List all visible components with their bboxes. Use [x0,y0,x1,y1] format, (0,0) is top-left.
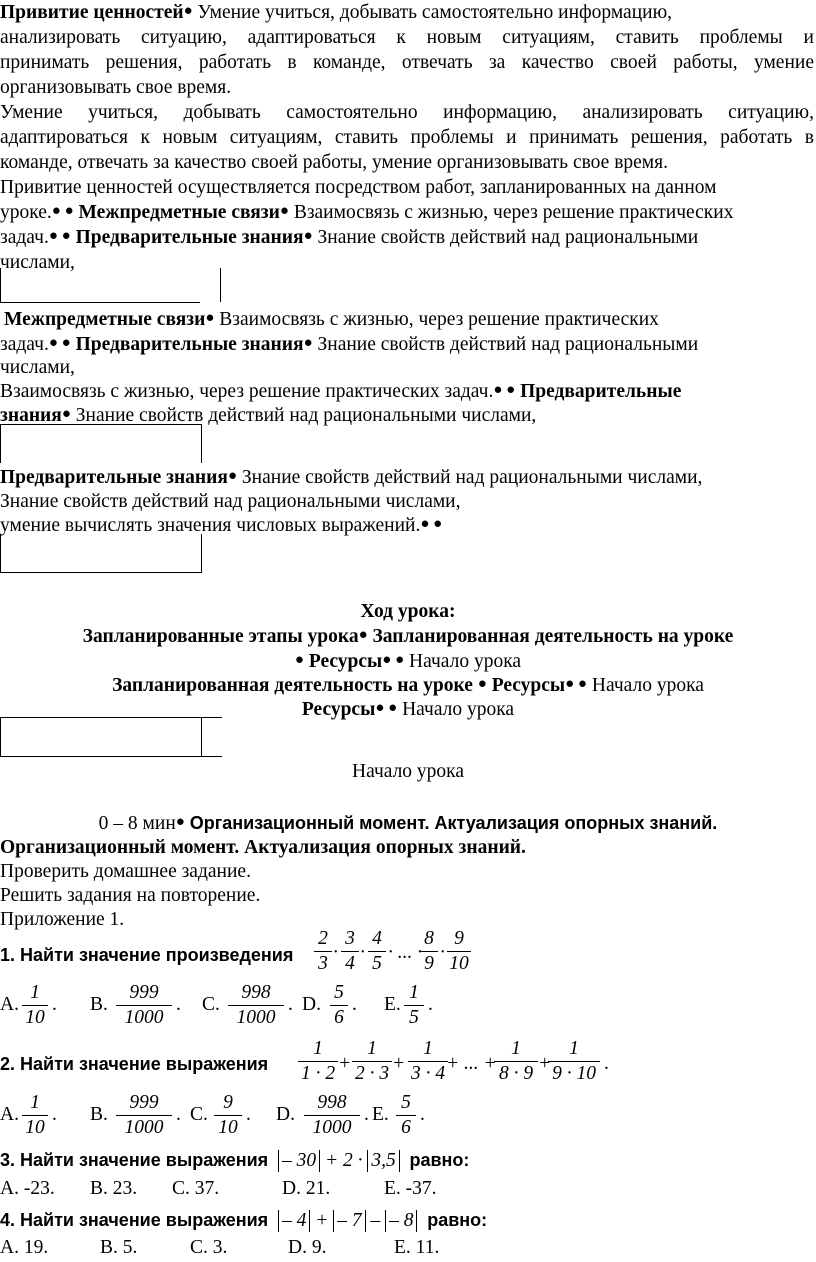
abs-value: – 7 [333,1210,365,1232]
operator: E. [372,1104,389,1125]
hod-row2: ● Ресурсы● ● Начало урока [294,651,522,672]
fraction [330,982,348,1029]
operator: A. [0,994,19,1015]
fraction-bar [548,1061,600,1062]
denominator: 9 [424,953,434,974]
fraction [214,1092,242,1139]
numerator: 1 [30,982,40,1003]
stage-text1: Проверить домашнее задание. [0,861,251,882]
fraction-bar [396,1115,416,1116]
bullet-icon: ● ● [565,676,587,692]
task1-question: 1. Найти значение произведения [0,945,294,965]
answer-option: D. 9. [288,1237,327,1258]
operator: + ... + [446,1053,497,1074]
answer-option: B. 23. [90,1178,138,1199]
operator: A. [0,1104,19,1125]
denominator: 1000 [124,1117,164,1138]
answer-option: E. -37. [384,1178,437,1199]
denominator: 1 · 2 [300,1063,336,1084]
operator: . [352,994,357,1015]
bullet-icon: ● [358,627,368,643]
bullet-icon: ● [477,676,487,692]
operator: . [288,994,293,1015]
denominator: 9 · 10 [552,1063,596,1084]
table-cell [0,424,202,463]
label-mezhpredmet: Межпредметные связи [78,202,280,223]
fraction-bar [214,1115,242,1116]
fraction-bar [420,951,438,952]
fraction-bar [22,1115,48,1116]
abs-value: – 30 [278,1150,320,1172]
operator: D. [302,994,321,1015]
operator: · [333,942,338,963]
hod-title: Ход урока: [360,601,456,622]
task4-question: 4. Найти значение выражения – 4 + – 7 – – 8 равно: [0,1210,488,1231]
p4-line1: Межпредметные связи● Взаимосвязь с жизнью, через решение практических [4,309,659,330]
bullet-icon: ● [227,468,238,484]
fraction-bar [341,951,359,952]
p1-line2: анализировать ситуацию, адаптироваться к новым ситуациям, ставить проблемы и [0,27,814,48]
bullet-icon: ● [183,3,193,19]
operator: · [440,942,445,963]
abs-value: – 4 [278,1210,310,1232]
stage-text2: Решить задания на повторение. [0,885,261,906]
fraction [352,1038,392,1085]
operator: . [52,994,57,1015]
fraction [22,982,48,1029]
numerator: 9 [454,928,464,949]
p5-line3: умение вычислять значения числовых выражений.● ● [0,515,443,536]
answer-option: C. 3. [190,1237,228,1258]
denominator: 10 [25,1117,45,1138]
denominator: 1000 [236,1007,276,1028]
numerator: 9 [223,1092,233,1113]
operator: . [428,994,433,1015]
fraction [298,1038,338,1085]
fraction [22,1092,48,1139]
p5-line1: Предварительные знания● Знание свойств действий над рациональными числами, [0,467,703,488]
bullet-icon: ● [279,203,289,219]
operator: . [246,1104,251,1125]
operator: + [538,1053,552,1074]
bullet-icon: ● ● [420,516,443,532]
denominator: 6 [334,1007,344,1028]
p4-line3: числами, [0,357,75,378]
fraction-bar [314,951,332,952]
numerator: 4 [372,928,382,949]
bullet-icon: ● ● [382,652,405,668]
operator: . [176,994,181,1015]
bullet-icon: ● [294,652,304,668]
operator: . [604,1053,609,1074]
numerator: 2 [318,928,328,949]
operator: D. [276,1104,295,1125]
fraction-bar [404,1005,424,1006]
fraction-bar [22,1005,48,1006]
p1-line3: принимать решения, работать в команде, отвечать за качество своей работы, умение [0,52,814,73]
operator: · [360,942,365,963]
p2-line2: адаптироваться к новым ситуациям, ставить проблемы и принимать решения, работать в [0,127,814,148]
fraction [494,1038,538,1085]
abs-value: 3,5 [367,1150,399,1172]
label-predvar: Предварительные знания [0,467,228,488]
operator: + [392,1053,406,1074]
answer-option: A. 19. [0,1237,49,1258]
fraction [116,1092,172,1139]
fraction [341,928,359,975]
label-predvar: Предварительные знания [75,334,304,355]
p2-line1: Умение учиться, добывать самостоятельно информацию, анализировать ситуацию, [0,102,814,123]
table-cell [0,717,222,757]
fraction [447,928,471,975]
p3-line2: уроке.● ● Межпредметные связи● Взаимосвязь с жизнью, через решение практических [0,202,734,223]
hod-row1: Запланированные этапы урока● Запланированная деятельность на уроке [82,626,734,647]
task2-question: 2. Найти значение выражения [0,1054,269,1074]
denominator: 3 · 4 [410,1063,446,1084]
numerator: 5 [334,982,344,1003]
hod-row3: Запланированная деятельность на уроке ● Ресурсы● ● Начало урока [112,675,704,696]
answer-option: C. 37. [172,1178,220,1199]
stage-subtitle: Организационный момент. Актуализация опорных знаний. [0,837,526,858]
numerator: 1 [409,982,419,1003]
numerator: 1 [313,1038,323,1059]
denominator: 2 · 3 [354,1063,390,1084]
operator: . [364,1104,369,1125]
p4-line4: Взаимосвязь с жизнью, через решение практических задач.● ● Предварительные [0,381,682,402]
operator: E. [384,994,401,1015]
fraction [368,928,386,975]
fraction [396,1092,416,1139]
task3-question: 3. Найти значение выражения – 30 + 2 · 3,5 равно: [0,1150,470,1171]
fraction-bar [330,1005,348,1006]
fraction [404,982,424,1029]
denominator: 10 [449,953,469,974]
fraction [228,982,284,1029]
table-border [220,268,221,302]
label-mezhpredmet: Межпредметные связи [4,309,206,330]
numerator: 8 [424,928,434,949]
numerator: 999 [129,982,159,1003]
denominator: 5 [372,953,382,974]
fraction [548,1038,600,1085]
p5-line2: Знание свойств действий над рациональными числами, [0,491,461,512]
label-predvar: Предварительные знания [75,227,304,248]
fraction-bar [352,1061,392,1062]
numerator: 1 [367,1038,377,1059]
fraction [314,928,332,975]
answer-option: E. 11. [394,1237,440,1258]
p1-line4: организовывать свое время. [0,77,232,98]
table-border [0,302,200,303]
fraction [304,1092,360,1139]
table-border [0,268,1,302]
start-label: Начало урока [351,761,465,782]
denominator: 10 [218,1117,238,1138]
answer-option: B. 5. [100,1237,138,1258]
numerator: 998 [317,1092,347,1113]
operator: B. [90,994,108,1015]
p1-line1: Привитие ценностей● Умение учиться, добывать самостоятельно информацию, [0,2,673,23]
operator: . [52,1104,57,1125]
denominator: 6 [401,1117,411,1138]
operator: + [338,1053,352,1074]
denominator: 1000 [312,1117,352,1138]
denominator: 3 [318,953,328,974]
numerator: 5 [401,1092,411,1113]
bullet-icon: ● ● [48,335,71,351]
fraction-bar [368,951,386,952]
fraction-bar [228,1005,284,1006]
operator: . [420,1104,425,1125]
bullet-icon: ● [303,228,313,244]
operator: . [176,1104,181,1125]
p4-line2: задач.● ● Предварительные знания● Знание свойств действий над рациональными [0,334,699,355]
abs-value: – 8 [385,1210,417,1232]
fraction [420,928,438,975]
bullet-icon: ● [303,335,313,351]
fraction-bar [304,1115,360,1116]
numerator: 998 [241,982,271,1003]
bullet-icon: ● ● [51,203,74,219]
fraction-bar [116,1005,172,1006]
numerator: 1 [30,1092,40,1113]
denominator: 10 [25,1007,45,1028]
fraction-bar [298,1061,338,1062]
numerator: 1 [569,1038,579,1059]
hod-row4: Ресурсы● ● Начало урока [301,699,515,720]
stage-title: 0 – 8 мин● Организационный момент. Актуализация опорных знаний. [98,813,718,834]
numerator: 1 [511,1038,521,1059]
answer-option: A. -23. [0,1178,55,1199]
operator: C. [190,1104,208,1125]
stage-text3: Приложение 1. [0,909,125,930]
denominator: 1000 [124,1007,164,1028]
operator: C. [202,994,220,1015]
bullet-icon: ● ● [375,700,398,716]
operator: · ... · [388,942,423,963]
table-border [201,717,202,756]
fraction-bar [408,1061,448,1062]
numerator: 999 [129,1092,159,1113]
fraction [116,982,172,1029]
bullet-icon: ● ● [493,382,516,398]
p3-line3: задач.● ● Предварительные знания● Знание свойств действий над рациональными [0,227,699,248]
numerator: 3 [345,928,355,949]
fraction-bar [116,1115,172,1116]
bullet-icon: ● [175,814,185,830]
fraction-bar [447,951,471,952]
denominator: 4 [345,953,355,974]
operator: B. [90,1104,108,1125]
p3-line4: числами, [0,252,75,273]
p4-line5: знания● Знание свойств действий над рациональными числами, [0,405,537,426]
denominator: 8 · 9 [498,1063,534,1084]
bullet-icon: ● [61,406,71,422]
answer-option: D. 21. [282,1178,331,1199]
p3-line1: Привитие ценностей осуществляется посредством работ, запланированных на данном [0,177,717,198]
fraction-bar [494,1061,538,1062]
numerator: 1 [423,1038,433,1059]
p2-line3: команде, отвечать за качество своей работы, умение организовывать свое время. [0,152,668,173]
label-privitie: Привитие ценностей [0,2,184,23]
bullet-icon: ● ● [48,228,71,244]
fraction [408,1038,448,1085]
denominator: 5 [409,1007,419,1028]
table-cell [0,534,202,573]
bullet-icon: ● [205,310,215,326]
